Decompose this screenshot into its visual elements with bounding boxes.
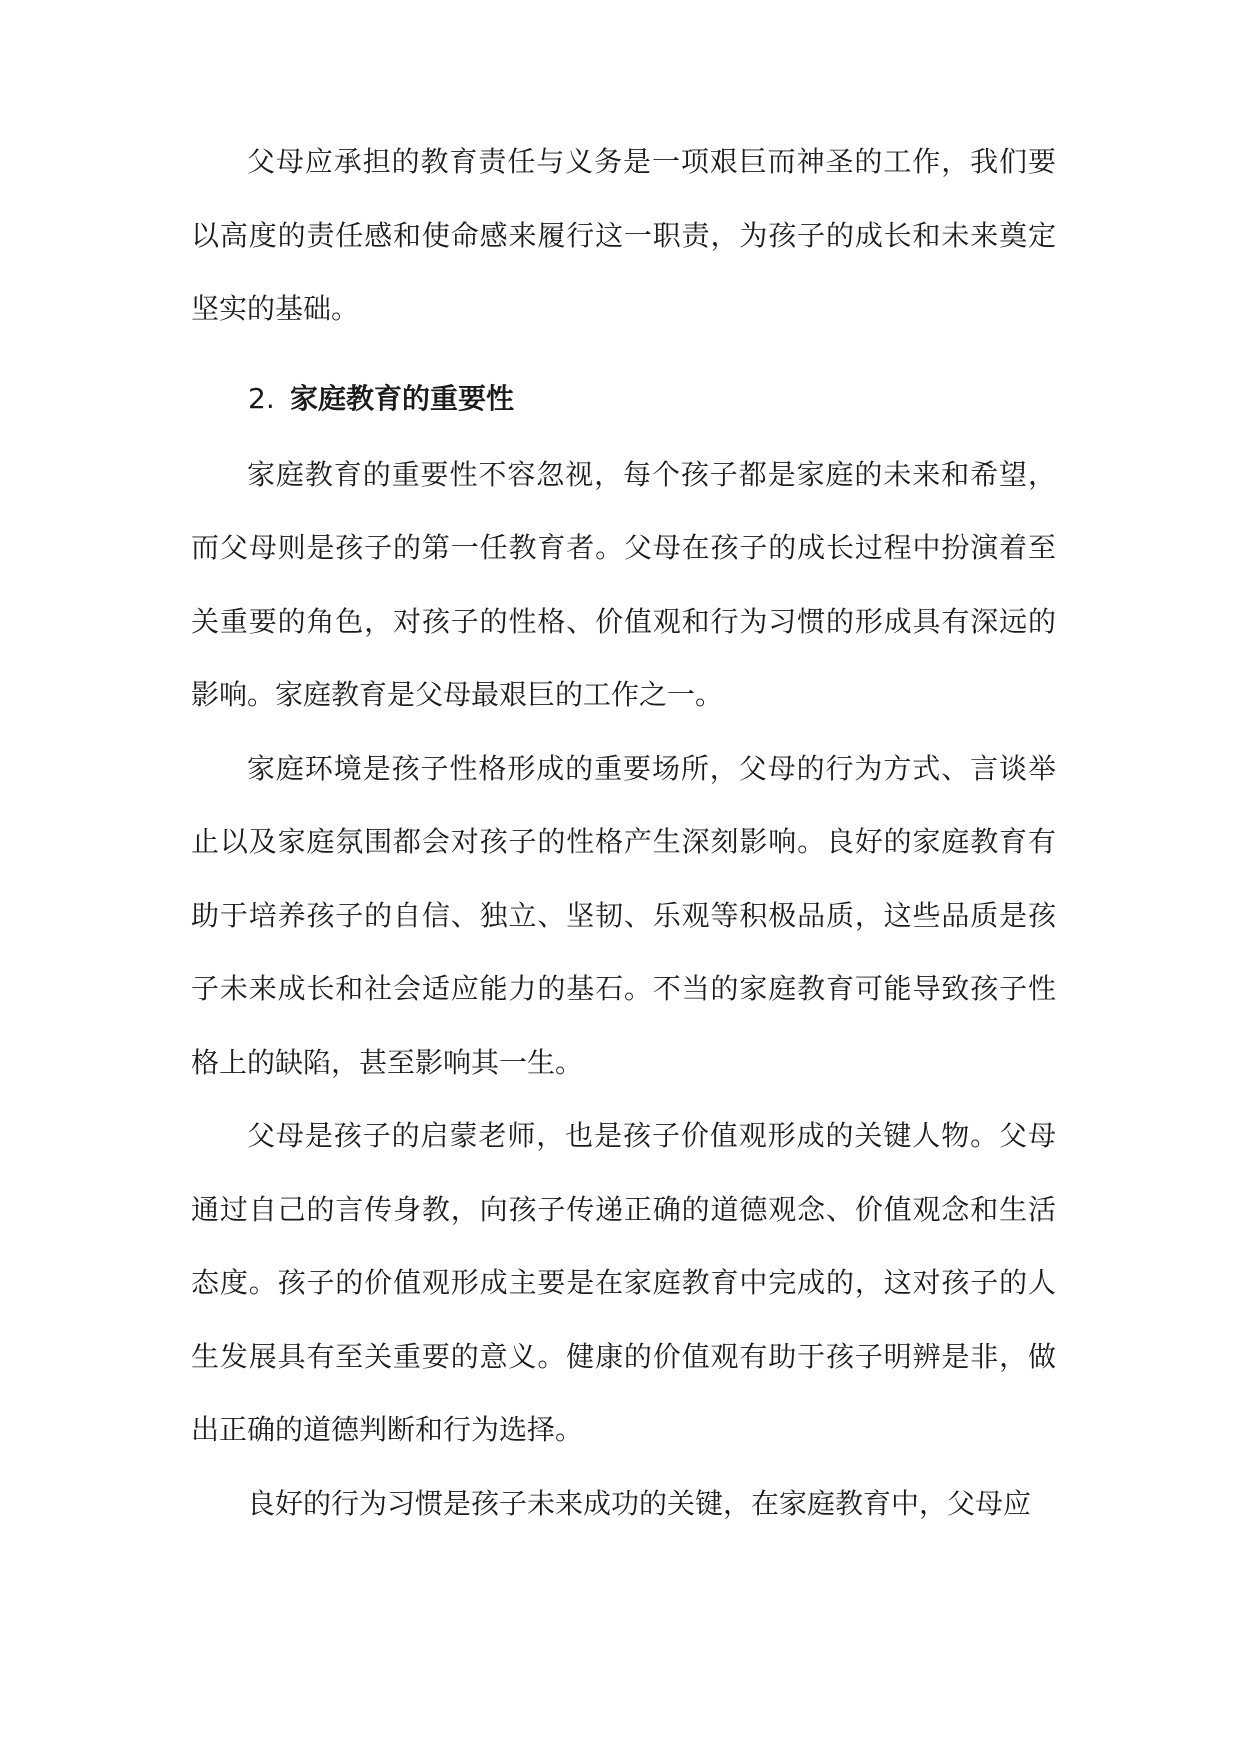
paragraph-importance: 家庭教育的重要性不容忽视，每个孩子都是家庭的未来和希望，而父母则是孩子的第一任教育者。父母在孩子的成长过程中扮演着至关重要的角色，对孩子的性格、价值观和行为习惯的形成具有深远的影响。家庭教育是父母最艰巨的工作之一。 — [191, 457, 1056, 711]
document-body — [191, 125, 1056, 1540]
section-heading — [191, 346, 1056, 438]
section-title: 家庭教育的重要性 — [290, 381, 515, 415]
section-number: 2. — [248, 381, 275, 415]
paragraph-responsibility: 父母应承担的教育责任与义务是一项艰巨而神圣的工作，我们要以高度的责任感和使命感来履行这一职责，为孩子的成长和未来奠定坚实的基础。 — [191, 145, 1056, 325]
paragraph-habits: 良好的行为习惯是孩子未来成功的关键，在家庭教育中，父母应 — [247, 1486, 1032, 1520]
paragraph-environment: 家庭环境是孩子性格形成的重要场所，父母的行为方式、言谈举止以及家庭氛围都会对孩子的性格产生深刻影响。良好的家庭教育有助于培养孩子的自信、独立、坚韧、乐观等积极品质，这些品质是孩子未来成长和社会适应能力的基石。不当的家庭教育可能导致孩子性格上的缺陷，甚至影响其一生。 — [191, 751, 1056, 1079]
paragraph-values: 父母是孩子的启蒙老师，也是孩子价值观形成的关键人物。父母通过自己的言传身教，向孩子传递正确的道德观念、价值观念和生活态度。孩子的价值观形成主要是在家庭教育中完成的，这对孩子的人生发展具有至关重要的意义。健康的价值观有助于孩子明辨是非，做出正确的道德判断和行为选择。 — [191, 1119, 1056, 1446]
